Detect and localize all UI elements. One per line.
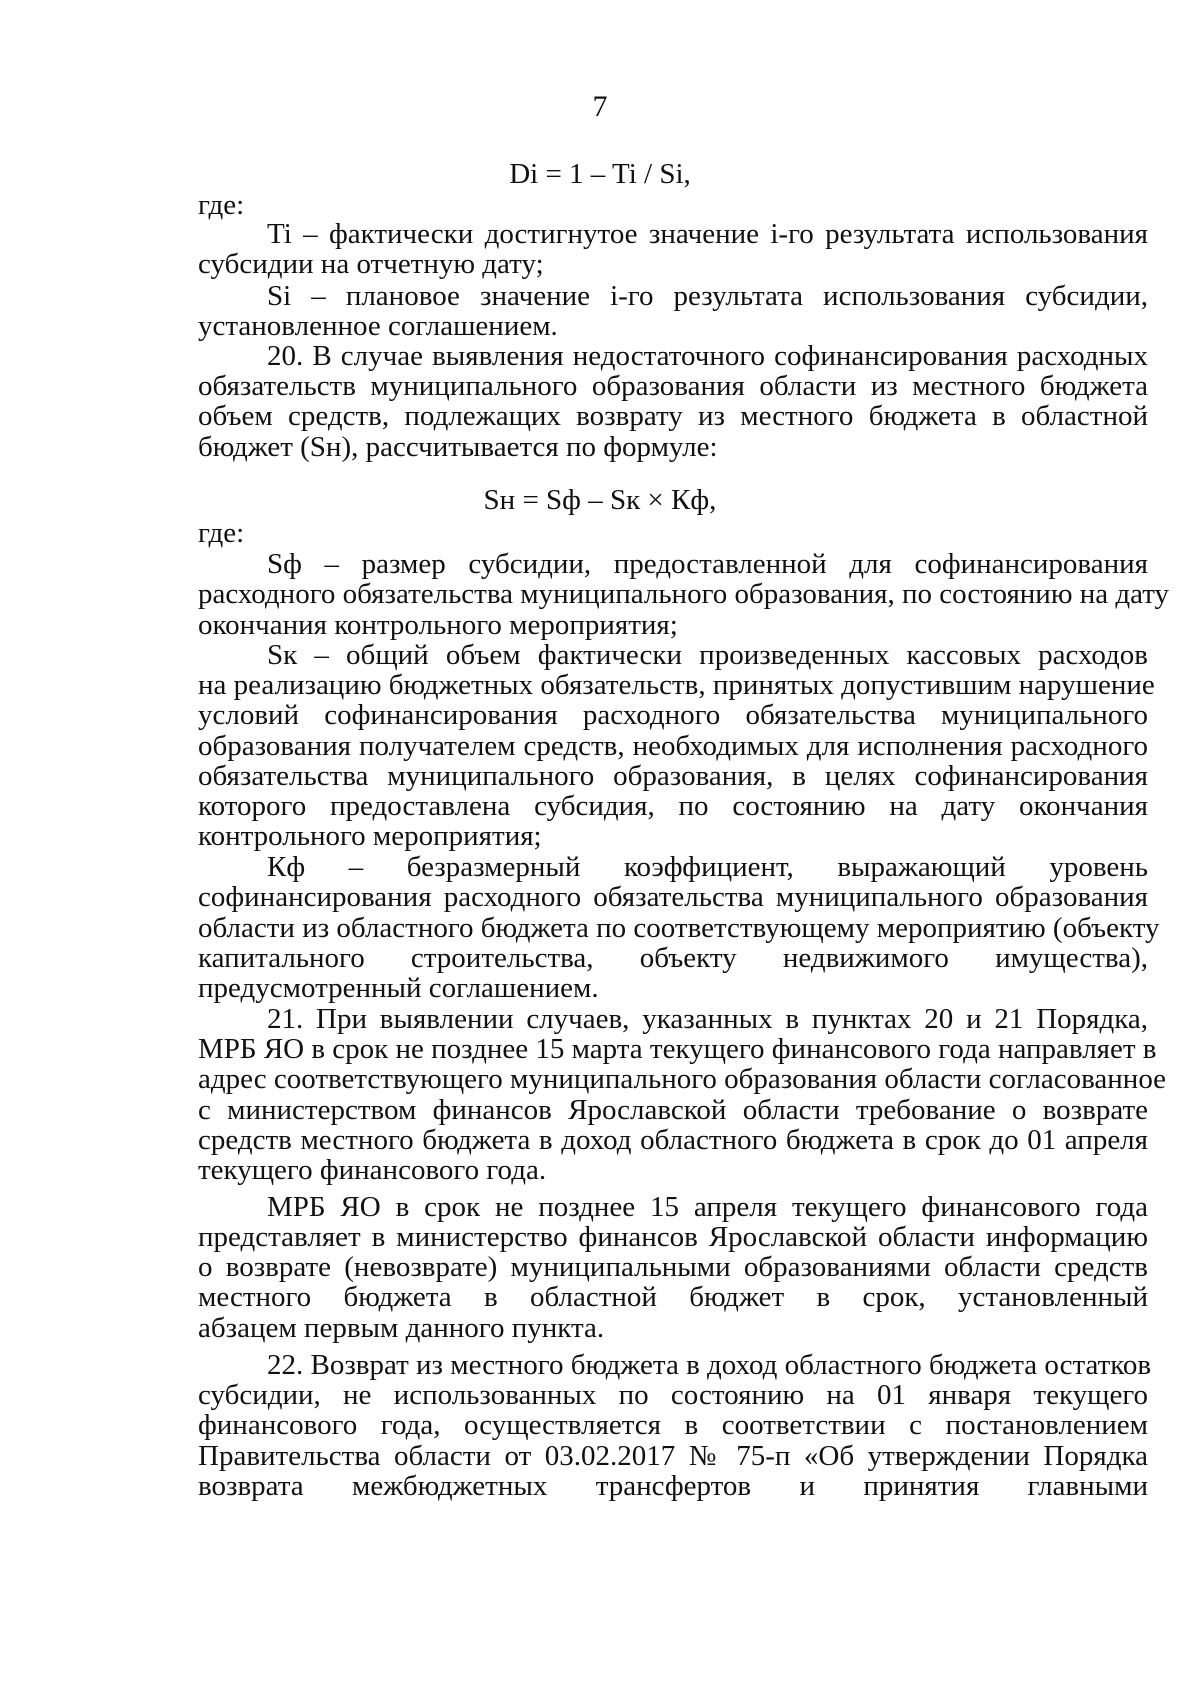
sk-definition-line-4: образования получателем средств, необходимых для исполнения расходного	[198, 730, 1148, 762]
paragraph-20-line-1: 20. В случае выявления недостаточного софинансирования расходных	[267, 340, 1148, 372]
si-definition-line-2: установленное соглашением.	[198, 310, 558, 342]
sf-definition-line-3: окончания контрольного мероприятия;	[198, 609, 678, 641]
si-definition-line-1: Si – плановое значение i-го результата использования субсидии,	[267, 280, 1148, 312]
where-label-2: где:	[198, 517, 245, 549]
paragraph-21-line-5: средств местного бюджета в доход областного бюджета в срок до 01 апреля	[198, 1124, 1148, 1156]
mrb-paragraph-line-3: о возврате (невозврате) муниципальными образованиями области средств	[198, 1251, 1148, 1283]
where-label-1: где:	[198, 189, 245, 221]
page-number: 7	[592, 90, 608, 123]
paragraph-20-line-2: обязательств муниципального образования области из местного бюджета	[198, 370, 1148, 402]
formula-d: Di = 1 – Ti / Si,	[509, 158, 691, 190]
ti-definition-line-2: субсидии на отчетную дату;	[198, 248, 544, 280]
kf-definition-line-3: области из областного бюджета по соответствующему мероприятию (объекту	[198, 912, 1160, 944]
paragraph-20-line-4: бюджет (Sн), рассчитывается по формуле:	[198, 431, 718, 463]
paragraph-22-line-5: возврата межбюджетных трансфертов и принятия главными	[198, 1470, 1148, 1502]
mrb-paragraph-line-5: абзацем первым данного пункта.	[198, 1312, 605, 1344]
sk-definition-line-5: обязательства муниципального образования, в целях софинансирования	[198, 760, 1148, 792]
sf-definition-line-2: расходного обязательства муниципального образования, по состоянию на дату	[198, 578, 1170, 610]
sk-definition-line-6: которого предоставлена субсидия, по состоянию на дату окончания	[198, 790, 1148, 822]
kf-definition-line-1: Кф – безразмерный коэффициент, выражающий уровень	[267, 851, 1148, 883]
paragraph-21-line-3: адрес соответствующего муниципального образования области согласованное	[198, 1063, 1167, 1095]
sk-definition-line-3: условий софинансирования расходного обязательства муниципального	[198, 699, 1148, 731]
paragraph-21-line-6: текущего финансового года.	[198, 1154, 547, 1186]
mrb-paragraph-line-1: МРБ ЯО в срок не позднее 15 апреля текущего финансового года	[267, 1191, 1148, 1223]
kf-definition-line-2: софинансирования расходного обязательства муниципального образования	[198, 881, 1148, 913]
sf-definition-line-1: Sф – размер субсидии, предоставленной для софинансирования	[267, 548, 1148, 580]
paragraph-20-line-3: объем средств, подлежащих возврату из местного бюджета в областной	[198, 400, 1148, 432]
kf-definition-line-4: капитального строительства, объекту недвижимого имущества),	[198, 942, 1148, 974]
paragraph-21-line-2: МРБ ЯО в срок не позднее 15 марта текущего финансового года направляет в	[198, 1033, 1157, 1065]
paragraph-22-line-1: 22. Возврат из местного бюджета в доход областного бюджета остатков	[267, 1349, 1152, 1381]
paragraph-21-line-1: 21. При выявлении случаев, указанных в пунктах 20 и 21 Порядка,	[267, 1003, 1148, 1035]
mrb-paragraph-line-4: местного бюджета в областной бюджет в срок, установленный	[198, 1281, 1148, 1313]
ti-definition-line-1: Ti – фактически достигнутое значение i-го результата использования	[267, 218, 1148, 250]
mrb-paragraph-line-2: представляет в министерство финансов Ярославской области информацию	[198, 1221, 1148, 1253]
sk-definition-line-2: на реализацию бюджетных обязательств, принятых допустившим нарушение	[198, 669, 1155, 701]
paragraph-22-line-2: субсидии, не использованных по состоянию на 01 января текущего	[198, 1379, 1148, 1411]
paragraph-22-line-4: Правительства области от 03.02.2017 № 75-п «Об утверждении Порядка	[198, 1440, 1148, 1472]
paragraph-21-line-4: с министерством финансов Ярославской области требование о возврате	[198, 1094, 1148, 1126]
sk-definition-line-1: Sк – общий объем фактически произведенных кассовых расходов	[267, 639, 1148, 671]
formula-s: Sн = Sф – Sк × Кф,	[483, 484, 717, 516]
kf-definition-line-5: предусмотренный соглашением.	[198, 972, 599, 1004]
sk-definition-line-7: контрольного мероприятия;	[198, 820, 542, 852]
paragraph-22-line-3: финансового года, осуществляется в соответствии с постановлением	[198, 1409, 1148, 1441]
